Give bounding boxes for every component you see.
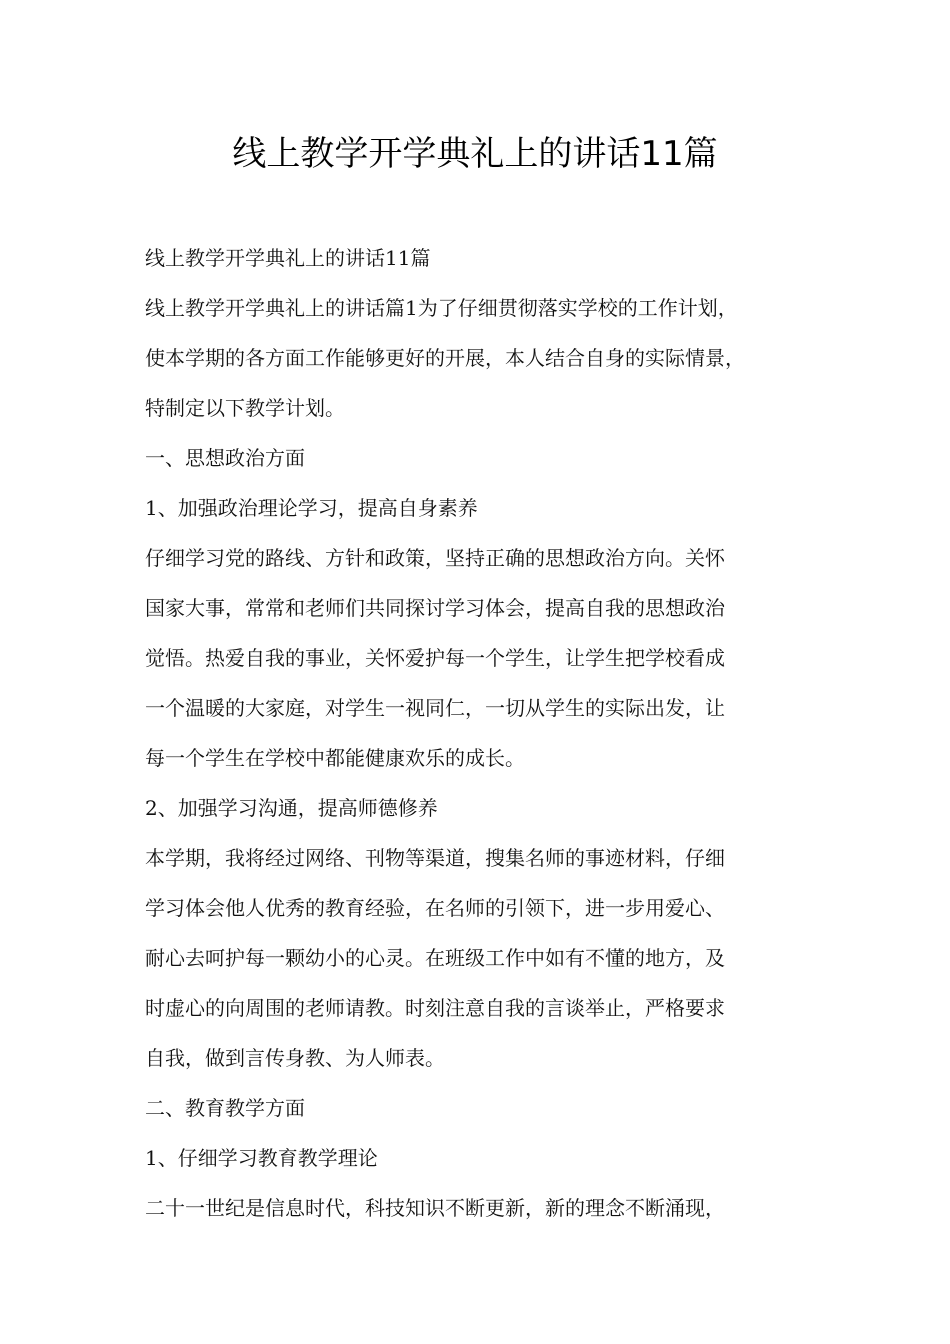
text-line: 线上教学开学典礼上的讲话篇1为了仔细贯彻落实学校的工作计划， [145,296,738,320]
text-line: 一个温暖的大家庭，对学生一视同仁，一切从学生的实际出发，让 [145,696,725,720]
subsection-heading: 2、加强学习沟通，提高师德修养 [145,796,438,820]
text-line-subtitle: 线上教学开学典礼上的讲话11篇 [145,246,431,270]
text-line: 本学期，我将经过网络、刊物等渠道，搜集名师的事迹材料，仔细 [145,846,725,870]
text-line: 自我，做到言传身教、为人师表。 [145,1046,445,1070]
document-title: 线上教学开学典礼上的讲话11篇 [232,134,718,174]
subsection-heading: 1、仔细学习教育教学理论 [145,1146,378,1170]
section-heading: 一、思想政治方面 [145,446,305,470]
text-line: 二十一世纪是信息时代，科技知识不断更新，新的理念不断涌现， [145,1196,725,1220]
text-line: 觉悟。热爱自我的事业，关怀爱护每一个学生，让学生把学校看成 [145,646,725,670]
text-line: 国家大事，常常和老师们共同探讨学习体会，提高自我的思想政治 [145,596,725,620]
subsection-heading: 1、加强政治理论学习，提高自身素养 [145,496,478,520]
text-line: 耐心去呵护每一颗幼小的心灵。在班级工作中如有不懂的地方，及 [145,946,725,970]
text-line: 仔细学习党的路线、方针和政策，坚持正确的思想政治方向。关怀 [145,546,725,570]
document-body [145,233,845,1233]
text-line: 使本学期的各方面工作能够更好的开展，本人结合自身的实际情景， [145,346,745,370]
section-heading: 二、教育教学方面 [145,1096,305,1120]
text-line: 学习体会他人优秀的教育经验，在名师的引领下，进一步用爱心、 [145,896,725,920]
text-line: 时虚心的向周围的老师请教。时刻注意自我的言谈举止，严格要求 [145,996,725,1020]
text-line: 每一个学生在学校中都能健康欢乐的成长。 [145,746,525,770]
text-line: 特制定以下教学计划。 [145,396,345,420]
